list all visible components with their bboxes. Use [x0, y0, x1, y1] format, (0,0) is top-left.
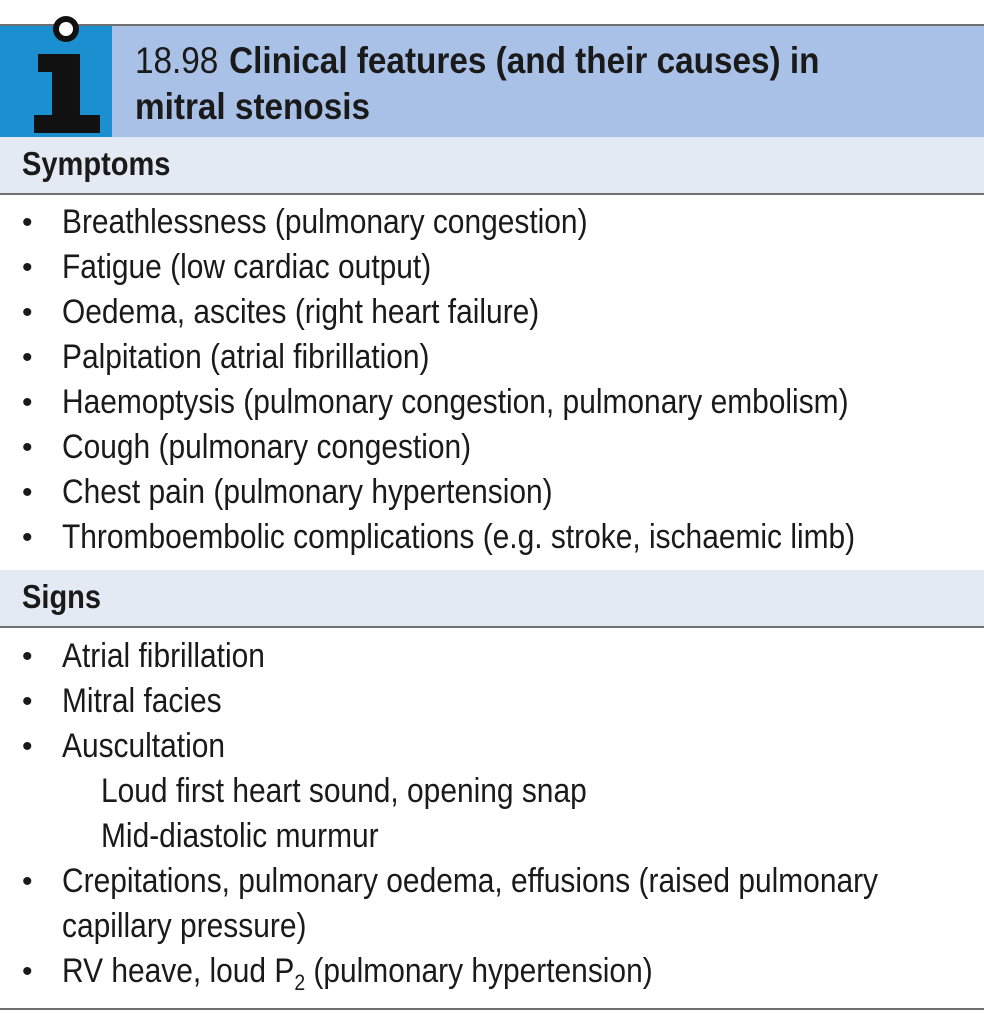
list-item [0, 290, 984, 335]
list-item-text: capillary pressure) [62, 907, 307, 945]
bullet: • [22, 431, 33, 464]
symptoms-heading-row [0, 137, 984, 195]
list-item-text: Oedema, ascites (right heart failure) [62, 293, 540, 331]
signs-heading-row [0, 570, 984, 628]
list-item [0, 679, 984, 724]
list-item-text: Thromboembolic complications (e.g. stroke, ischaemic limb) [62, 518, 856, 556]
signs-list [0, 634, 984, 994]
list-item-text [62, 949, 653, 1005]
list-item [0, 470, 984, 515]
p2-subscript: 2 [294, 969, 306, 995]
title-line-2: mitral stenosis [135, 86, 371, 127]
list-item-continuation [0, 904, 984, 949]
list-item [0, 425, 984, 470]
rv-text-cause: (pulmonary hypertension) [305, 952, 653, 990]
bullet: • [22, 341, 33, 374]
info-icon-box [0, 26, 112, 137]
list-item [0, 335, 984, 380]
bullet: • [22, 640, 33, 673]
signs-heading: Signs [22, 578, 102, 615]
table-title [135, 38, 873, 130]
sub-list-item-text: Loud first heart sound, opening snap [101, 772, 587, 810]
list-item-text: Haemoptysis (pulmonary congestion, pulmonary embolism) [62, 383, 849, 421]
list-item-text: Auscultation [62, 727, 226, 765]
list-item-text: Mitral facies [62, 682, 222, 720]
rv-text: RV heave, loud P [62, 952, 295, 990]
list-item-text: Fatigue (low cardiac output) [62, 248, 432, 286]
list-item-text: Cough (pulmonary congestion) [62, 428, 472, 466]
bullet: • [22, 955, 33, 988]
table-header [0, 24, 984, 137]
list-item [0, 200, 984, 245]
list-item [0, 634, 984, 679]
symptoms-list [0, 200, 984, 560]
list-item-text: Chest pain (pulmonary hypertension) [62, 473, 553, 511]
list-item-text: Crepitations, pulmonary oedema, effusions (raised pulmonary [62, 862, 879, 900]
bullet: • [22, 476, 33, 509]
sub-list-item [0, 769, 984, 814]
list-item [0, 380, 984, 425]
list-item-text: Atrial fibrillation [62, 637, 265, 675]
bullet: • [22, 521, 33, 554]
list-item [0, 724, 984, 769]
bullet: • [22, 865, 33, 898]
bullet: • [22, 206, 33, 239]
symptoms-heading: Symptoms [22, 145, 171, 182]
bullet: • [22, 730, 33, 763]
bottom-rule [0, 1008, 984, 1010]
list-item [0, 859, 984, 904]
bullet: • [22, 685, 33, 718]
sub-list-item-text: Mid-diastolic murmur [101, 817, 379, 855]
list-item-text: Breathlessness (pulmonary congestion) [62, 203, 588, 241]
sub-list-item [0, 814, 984, 859]
bullet: • [22, 296, 33, 329]
bullet: • [22, 251, 33, 284]
list-item-text: Palpitation (atrial fibrillation) [62, 338, 430, 376]
list-item [0, 245, 984, 290]
title-line-1: Clinical features (and their causes) in [229, 40, 820, 81]
info-icon [0, 2, 112, 137]
list-item [0, 515, 984, 560]
bullet: • [22, 386, 33, 419]
list-item [0, 949, 984, 994]
table-number: 18.98 [135, 40, 219, 81]
